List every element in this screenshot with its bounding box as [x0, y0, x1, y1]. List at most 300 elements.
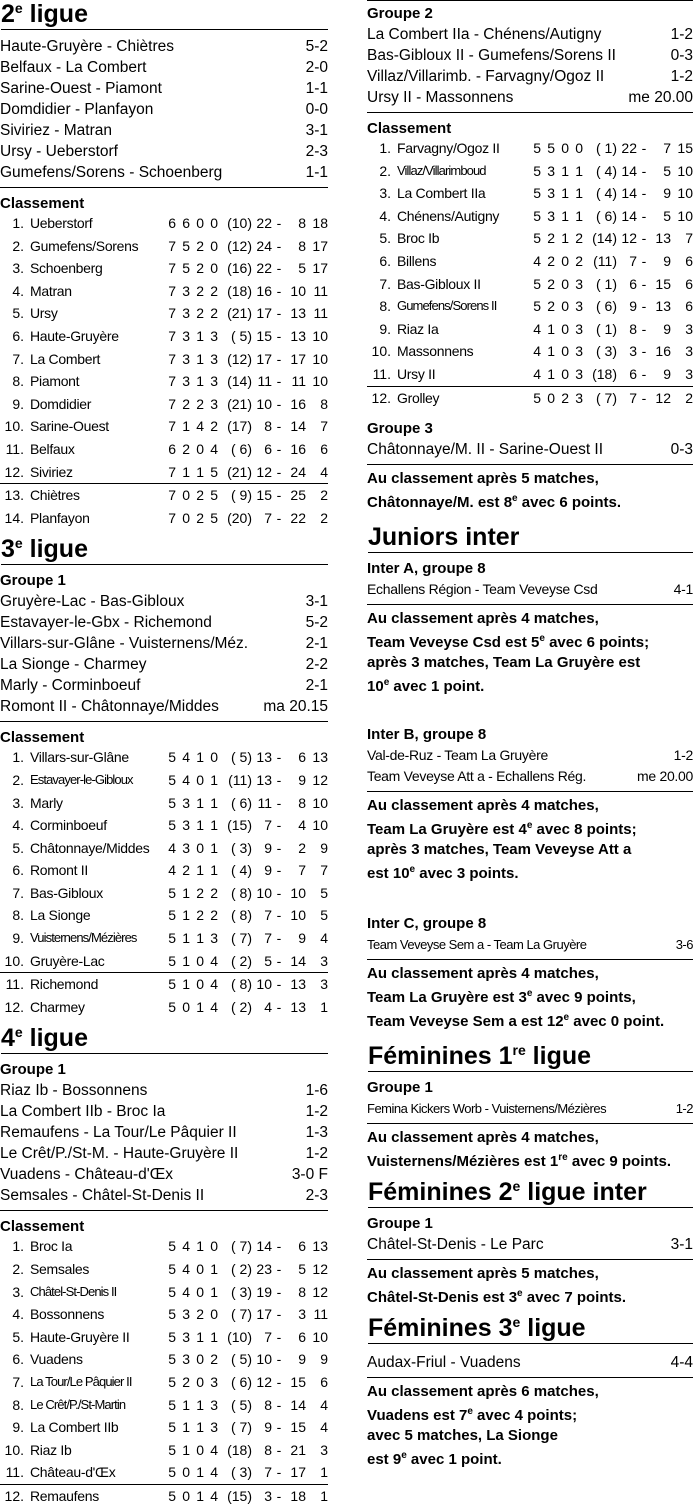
won: 2	[182, 862, 190, 879]
lost: 0	[210, 1306, 218, 1323]
played: 7	[168, 237, 176, 254]
goals-for: 14	[621, 162, 637, 179]
penalty: (16)	[227, 260, 252, 277]
team-name: Broc Ib	[397, 230, 440, 247]
team-name: Romont II	[30, 862, 88, 879]
match-teams: Bas-Gibloux II - Gumefens/Sorens II	[367, 47, 616, 64]
team-name: Gruyère-Lac	[30, 950, 158, 973]
drawn: 0	[561, 252, 569, 269]
rank: 11.	[0, 1461, 30, 1484]
drawn: 1	[196, 1396, 204, 1413]
team-name: Charmey	[30, 998, 85, 1015]
dash: -	[276, 327, 282, 344]
points: 17	[312, 260, 328, 277]
lost: 2	[575, 230, 583, 247]
drawn: 0	[196, 839, 204, 856]
goals-for: 9	[629, 298, 637, 315]
won: 0	[182, 487, 190, 504]
points: 1	[320, 1487, 328, 1504]
goals-against: 9	[663, 185, 671, 202]
lost: 3	[569, 363, 583, 386]
match-teams: Sarine-Ouest - Piamont	[0, 80, 162, 97]
points: 10	[312, 373, 328, 390]
team-name: Chénens/Autigny	[397, 207, 500, 224]
won: 1	[182, 976, 190, 993]
played: 7	[168, 282, 176, 299]
match-score: 2-1	[305, 635, 328, 653]
drawn: 1	[196, 327, 204, 344]
team-name: Châtonnaye/Middes	[30, 839, 150, 856]
played: 5	[168, 1396, 176, 1413]
match-teams: Val-de-Ruz - Team La Gruyère	[367, 747, 548, 764]
lost: 2	[575, 252, 583, 269]
standings-row	[0, 415, 328, 438]
section-title-feminines-1re-ligue: Féminines 1re ligue	[368, 1042, 693, 1072]
match-score: 2-0	[305, 59, 328, 76]
match-teams: La Combert IIb - Broc Ia	[0, 1103, 166, 1121]
match-teams: Gumefens/Sorens - Schoenberg	[0, 164, 223, 181]
rank: 2.	[379, 162, 391, 179]
penalty: ( 7)	[596, 389, 617, 406]
rank: 12.	[371, 389, 391, 406]
goals-for: 16	[256, 282, 272, 299]
drawn: 1	[561, 185, 569, 202]
played: 5	[533, 185, 541, 202]
penalty: ( 6)	[231, 440, 252, 457]
goals-against: 13	[290, 998, 306, 1015]
match-score: 5-2	[305, 614, 328, 632]
penalty: ( 5)	[231, 327, 252, 344]
standings-row	[367, 137, 693, 160]
rank: 5.	[12, 839, 24, 856]
drawn: 0	[196, 1441, 204, 1458]
section-title-feminines-3e-ligue: Féminines 3e ligue	[368, 1314, 693, 1344]
goals-against: 15	[290, 1374, 306, 1390]
points: 3	[671, 363, 693, 386]
match-row	[0, 141, 328, 162]
team-name: Chiètres	[30, 487, 80, 504]
won: 3	[547, 207, 555, 224]
results-list	[367, 1234, 693, 1260]
rank: 9.	[379, 320, 391, 337]
match-score: 0-3	[670, 441, 693, 459]
penalty: ( 6)	[596, 298, 617, 315]
standings-row	[0, 837, 328, 860]
penalty: ( 8)	[231, 976, 252, 993]
dash: -	[276, 1441, 282, 1458]
team-name: Schoenberg	[30, 260, 103, 277]
goals-against: 17	[290, 350, 306, 367]
match-teams: Ursy II - Massonnens	[367, 89, 514, 106]
points: 6	[320, 1374, 328, 1390]
goals-for: 4	[264, 998, 272, 1015]
goals-for: 22	[256, 215, 272, 231]
lost: 1	[575, 185, 583, 202]
match-score: 1-2	[675, 1101, 693, 1117]
team-name: Riaz Ib	[30, 1441, 72, 1458]
lost: 0	[210, 260, 218, 277]
penalty: ( 1)	[596, 275, 617, 292]
goals-against: 14	[290, 1396, 306, 1413]
dash: -	[272, 950, 286, 973]
goals-for: 13	[256, 771, 272, 788]
team-name: Billens	[397, 252, 437, 269]
goals-for: 8	[629, 320, 637, 337]
won: 4	[182, 771, 190, 788]
penalty: ( 1)	[596, 320, 617, 337]
rank: 6.	[12, 1351, 24, 1368]
goals-against: 12	[655, 389, 671, 406]
dash: -	[641, 389, 647, 406]
rank: 9.	[12, 1419, 24, 1436]
goals-against: 13	[655, 298, 671, 315]
results-list	[367, 745, 693, 792]
points: 4	[320, 930, 328, 947]
goals-for: 7	[264, 907, 272, 924]
won: 1	[182, 418, 190, 435]
team-name: Gumefens/Sorens	[30, 237, 139, 254]
won: 2	[182, 1374, 190, 1390]
won: 0	[182, 998, 190, 1015]
drawn: 0	[561, 320, 569, 337]
goals-against: 16	[290, 395, 306, 412]
match-teams: Romont II - Châtonnaye/Middes	[0, 698, 219, 716]
played: 5	[168, 1261, 176, 1278]
played: 5	[533, 162, 541, 179]
match-score: 3-1	[670, 1236, 693, 1254]
lost: 2	[210, 1351, 218, 1368]
points: 10	[677, 207, 693, 224]
standings-row	[367, 250, 693, 273]
rank: 2.	[12, 237, 24, 254]
group-title: Inter B, groupe 8	[367, 726, 487, 744]
goals-against: 9	[298, 930, 306, 947]
drawn: 0	[561, 298, 569, 315]
played: 5	[533, 140, 541, 156]
penalty: (21)	[227, 395, 252, 412]
won: 2	[547, 275, 555, 292]
team-name: Sarine-Ouest	[30, 418, 109, 435]
match-row	[0, 1185, 328, 1206]
team-name: Richemond	[30, 976, 99, 993]
dash: -	[276, 260, 282, 277]
goals-for: 9	[264, 1419, 272, 1436]
points: 4	[306, 461, 328, 484]
match-row	[367, 1234, 693, 1255]
match-teams: Team Veveyse Sem a - Team La Gruyère	[367, 937, 587, 953]
team-name: Ursy	[30, 305, 58, 322]
goals-for: 6	[629, 275, 637, 292]
rank: 10.	[371, 343, 391, 360]
points: 12	[312, 771, 328, 788]
lost: 2	[210, 907, 218, 924]
won: 4	[182, 1283, 190, 1300]
match-teams: Vuadens - Château-d'Œx	[0, 1166, 173, 1184]
dash: -	[276, 1328, 282, 1345]
team-name: La Tour/Le Pâquier II	[30, 1374, 132, 1389]
dash: -	[637, 363, 651, 386]
goals-for: 7	[629, 252, 637, 269]
match-teams: Le Crêt/P./St-M. - Haute-Gruyère II	[0, 1145, 239, 1163]
match-score: 1-2	[670, 26, 693, 43]
points: 3	[320, 976, 328, 993]
team-name: Riaz Ia	[397, 320, 439, 337]
points: 7	[320, 418, 328, 435]
results-list	[0, 36, 328, 188]
points: 2	[320, 509, 328, 526]
dash: -	[276, 395, 282, 412]
match-teams: Estavayer-le-Gbx - Richemond	[0, 614, 212, 632]
team-name: Belfaux	[30, 440, 75, 457]
won: 1	[182, 1396, 190, 1413]
lost: 1	[575, 207, 583, 224]
standings-row	[367, 295, 693, 318]
rank: 4.	[12, 282, 24, 299]
penalty: ( 4)	[596, 185, 617, 202]
won: 2	[182, 440, 190, 457]
standings-row	[367, 340, 693, 363]
rank: 12.	[0, 461, 30, 484]
match-row	[367, 45, 693, 66]
dash: -	[641, 185, 647, 202]
match-score: 2-1	[305, 677, 328, 695]
won: 3	[547, 185, 555, 202]
rank: 3.	[12, 260, 24, 277]
team-name: Villaz/Villarimboud	[397, 162, 486, 178]
dash: -	[276, 350, 282, 367]
drawn: 0	[196, 1351, 204, 1368]
standings-row	[0, 1371, 328, 1394]
drawn: 1	[196, 350, 204, 367]
goals-against: 10	[290, 282, 306, 299]
rank: 5.	[12, 305, 24, 322]
drawn: 1	[190, 1461, 204, 1484]
match-row	[0, 1080, 328, 1101]
dash: -	[276, 862, 282, 879]
standings-table	[367, 137, 693, 409]
standings-row	[367, 318, 693, 341]
match-row	[367, 1352, 693, 1373]
standing-note: Au classement après 5 matches, Châtel-St-Denis est 3e avec 7 points.	[367, 1265, 626, 1307]
lost: 1	[210, 1261, 218, 1278]
rank: 1.	[12, 749, 24, 766]
points: 9	[320, 839, 328, 856]
team-name: Vuadens	[30, 1351, 83, 1368]
group-title: Groupe 1	[367, 1079, 433, 1097]
drawn: 2	[561, 389, 569, 406]
won: 1	[541, 363, 555, 386]
lost: 3	[210, 930, 218, 947]
dash: -	[276, 930, 282, 947]
penalty: ( 2)	[218, 950, 252, 973]
dash: -	[276, 817, 282, 834]
won: 5	[547, 140, 555, 156]
won: 5	[182, 237, 190, 254]
rank: 14.	[4, 509, 24, 526]
played: 4	[168, 839, 176, 856]
drawn: 2	[196, 1306, 204, 1323]
goals-for: 11	[257, 373, 272, 390]
left-column	[0, 0, 328, 1508]
points: 13	[312, 749, 328, 766]
section-title-4e-ligue: 4e ligue	[1, 1024, 328, 1054]
drawn: 2	[196, 487, 204, 504]
team-name: Remaufens	[30, 1487, 99, 1504]
lost: 5	[204, 461, 218, 484]
drawn: 2	[196, 884, 204, 901]
standings-row	[0, 1281, 328, 1304]
won: 0	[182, 1487, 190, 1504]
match-score: 4-1	[673, 581, 693, 598]
team-name: Ueberstorf	[30, 215, 93, 231]
lost: 1	[575, 162, 583, 179]
goals-against: 6	[298, 1328, 306, 1345]
rank: 11.	[367, 363, 397, 386]
rank: 6.	[379, 252, 391, 269]
match-score: 2-2	[305, 656, 328, 674]
points: 4	[320, 1396, 328, 1413]
match-score: 1-2	[305, 1103, 328, 1121]
points: 11	[313, 1306, 328, 1323]
points: 12	[312, 1283, 328, 1300]
results-list	[0, 591, 328, 722]
dash: -	[276, 373, 282, 390]
drawn: 0	[196, 440, 204, 457]
dash: -	[276, 418, 282, 435]
team-name: Vuisternens/Mézières	[30, 930, 137, 946]
points: 10	[312, 350, 328, 367]
points: 4	[320, 1419, 328, 1436]
penalty: ( 4)	[231, 862, 252, 879]
drawn: 0	[561, 140, 569, 156]
played: 5	[168, 749, 176, 766]
standings-row	[0, 1303, 328, 1326]
classement-title: Classement	[0, 1218, 85, 1236]
won: 3	[547, 162, 555, 179]
played: 7	[168, 487, 176, 504]
penalty: ( 8)	[231, 907, 252, 924]
goals-for: 7	[252, 1461, 272, 1484]
goals-against: 24	[286, 461, 306, 484]
drawn: 1	[196, 930, 204, 947]
results-list	[367, 439, 693, 465]
played: 5	[168, 1351, 176, 1368]
points: 3	[685, 343, 693, 360]
goals-for: 10	[256, 1351, 272, 1368]
standing-note: Au classement après 4 matches, Team La Gruyère est 3e avec 9 points, Team Veveyse Sem a est 12e avec 0 point.	[367, 965, 665, 1031]
team-name: Le Crêt/P./St-Martin	[30, 1396, 126, 1412]
goals-against: 8	[298, 237, 306, 254]
match-row	[367, 934, 693, 955]
match-teams: Villaz/Villarimb. - Farvagny/Ogoz II	[367, 68, 605, 85]
goals-against: 13	[290, 305, 306, 322]
penalty: (12)	[227, 237, 252, 254]
standings-row	[0, 1416, 328, 1439]
match-teams: Semsales - Châtel-St-Denis II	[0, 1187, 205, 1205]
goals-for: 3	[629, 343, 637, 360]
penalty: ( 6)	[231, 1374, 252, 1390]
played: 5	[168, 884, 176, 901]
standings-row	[367, 363, 693, 386]
lost: 3	[210, 1374, 218, 1390]
lost: 1	[210, 862, 218, 879]
penalty: (12)	[227, 350, 252, 367]
lost: 1	[210, 1328, 218, 1345]
rank: 8.	[12, 373, 24, 390]
team-name: Châtel-St-Denis II	[30, 1283, 117, 1299]
goals-for: 10	[256, 884, 272, 901]
goals-against: 8	[298, 1283, 306, 1300]
goals-for: 22	[256, 260, 272, 277]
rank: 12.	[4, 998, 24, 1015]
lost: 3	[210, 1396, 218, 1413]
played: 5	[533, 230, 541, 247]
won: 3	[182, 1306, 190, 1323]
goals-against: 2	[298, 839, 306, 856]
penalty: (21)	[227, 305, 252, 322]
won: 1	[547, 320, 555, 337]
played: 5	[533, 389, 541, 406]
match-teams: Marly - Corminboeuf	[0, 677, 141, 695]
dash: -	[641, 275, 647, 292]
dash: -	[276, 487, 282, 504]
match-score: 3-0 F	[291, 1166, 328, 1184]
points: 1	[320, 998, 328, 1015]
goals-against: 14	[290, 418, 306, 435]
won: 3	[182, 1351, 190, 1368]
goals-against: 8	[298, 794, 306, 811]
rank: 8.	[12, 1396, 24, 1413]
lost: 5	[210, 487, 218, 504]
standings-row	[0, 1326, 328, 1349]
played: 7	[168, 509, 176, 526]
points: 10	[312, 1328, 328, 1345]
team-name: La Combert IIb	[30, 1419, 119, 1436]
penalty: ( 9)	[231, 487, 252, 504]
standings-row	[367, 273, 693, 296]
penalty: ( 6)	[596, 207, 617, 224]
won: 3	[182, 1328, 190, 1345]
played: 7	[168, 350, 176, 367]
dash: -	[641, 230, 647, 247]
dash: -	[276, 215, 282, 231]
penalty: (17)	[227, 418, 252, 435]
lost: 3	[575, 320, 583, 337]
standings-row	[0, 484, 328, 507]
won: 2	[547, 252, 555, 269]
won: 3	[182, 282, 190, 299]
match-score: 1-2	[673, 747, 693, 764]
drawn: 2	[196, 237, 204, 254]
goals-for: 14	[256, 1238, 272, 1255]
standings-row	[0, 438, 328, 461]
standing-note: Au classement après 4 matches, Team Veveyse Csd est 5e avec 6 points; après 3 matches, Team La Gruyère est 10e avec 1 point.	[367, 610, 650, 696]
played: 5	[158, 1461, 176, 1484]
rank: 7.	[12, 350, 24, 367]
lost: 3	[210, 373, 218, 390]
goals-for: 14	[621, 207, 637, 224]
standings-row	[0, 212, 328, 235]
match-row	[367, 66, 693, 87]
standings-row	[0, 325, 328, 348]
match-teams: Villars-sur-Glâne - Vuisternens/Méz.	[0, 635, 249, 653]
played: 5	[168, 1283, 176, 1300]
dash: -	[276, 1306, 282, 1323]
standing-note: Au classement après 5 matches, Châtonnaye/M. est 8e avec 6 points.	[367, 470, 621, 512]
standings-row	[0, 769, 328, 792]
penalty: (15)	[227, 1487, 252, 1504]
points: 18	[312, 215, 328, 231]
